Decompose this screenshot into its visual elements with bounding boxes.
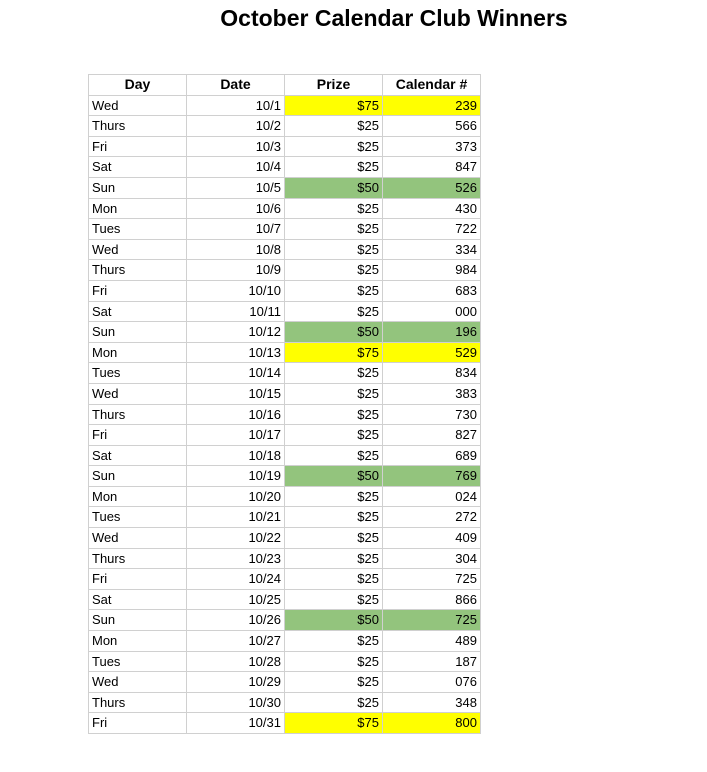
day-cell: Mon xyxy=(89,631,187,652)
day-cell: Wed xyxy=(89,383,187,404)
prize-cell: $25 xyxy=(285,486,383,507)
prize-cell: $75 xyxy=(285,713,383,734)
date-cell: 10/6 xyxy=(187,198,285,219)
prize-cell: $75 xyxy=(285,342,383,363)
day-cell: Fri xyxy=(89,713,187,734)
calendar-number-cell: 730 xyxy=(383,404,481,425)
prize-cell: $25 xyxy=(285,651,383,672)
day-cell: Sat xyxy=(89,445,187,466)
date-cell: 10/14 xyxy=(187,363,285,384)
prize-cell: $25 xyxy=(285,404,383,425)
table-row xyxy=(89,322,481,343)
date-cell: 10/11 xyxy=(187,301,285,322)
date-cell: 10/1 xyxy=(187,95,285,116)
table-row xyxy=(89,692,481,713)
day-cell: Mon xyxy=(89,342,187,363)
date-cell: 10/18 xyxy=(187,445,285,466)
calendar-number-cell: 272 xyxy=(383,507,481,528)
table-row xyxy=(89,157,481,178)
calendar-number-cell: 866 xyxy=(383,589,481,610)
day-cell: Thurs xyxy=(89,116,187,137)
calendar-number-cell: 566 xyxy=(383,116,481,137)
prize-cell: $25 xyxy=(285,692,383,713)
day-cell: Mon xyxy=(89,486,187,507)
prize-cell: $50 xyxy=(285,610,383,631)
table-row xyxy=(89,672,481,693)
date-cell: 10/15 xyxy=(187,383,285,404)
prize-cell: $25 xyxy=(285,445,383,466)
day-cell: Mon xyxy=(89,198,187,219)
date-cell: 10/30 xyxy=(187,692,285,713)
prize-cell: $25 xyxy=(285,528,383,549)
date-cell: 10/8 xyxy=(187,239,285,260)
prize-cell: $25 xyxy=(285,425,383,446)
calendar-number-cell: 348 xyxy=(383,692,481,713)
day-cell: Fri xyxy=(89,136,187,157)
prize-cell: $75 xyxy=(285,95,383,116)
date-cell: 10/26 xyxy=(187,610,285,631)
calendar-number-cell: 409 xyxy=(383,528,481,549)
day-cell: Tues xyxy=(89,363,187,384)
prize-cell: $25 xyxy=(285,239,383,260)
date-cell: 10/25 xyxy=(187,589,285,610)
page-title: October Calendar Club Winners xyxy=(220,5,568,31)
table-row xyxy=(89,95,481,116)
day-cell: Thurs xyxy=(89,260,187,281)
calendar-number-cell: 984 xyxy=(383,260,481,281)
date-cell: 10/22 xyxy=(187,528,285,549)
header-row xyxy=(89,75,481,96)
date-cell: 10/9 xyxy=(187,260,285,281)
calendar-number-cell: 725 xyxy=(383,610,481,631)
table-row xyxy=(89,651,481,672)
prize-cell: $25 xyxy=(285,260,383,281)
prize-cell: $25 xyxy=(285,672,383,693)
prize-cell: $25 xyxy=(285,363,383,384)
table-row xyxy=(89,569,481,590)
prize-cell: $25 xyxy=(285,136,383,157)
table-row xyxy=(89,363,481,384)
date-cell: 10/19 xyxy=(187,466,285,487)
calendar-number-cell: 834 xyxy=(383,363,481,384)
table-row xyxy=(89,445,481,466)
date-cell: 10/5 xyxy=(187,177,285,198)
table-row xyxy=(89,342,481,363)
day-cell: Sun xyxy=(89,610,187,631)
date-cell: 10/29 xyxy=(187,672,285,693)
calendar-number-cell: 304 xyxy=(383,548,481,569)
prize-cell: $25 xyxy=(285,198,383,219)
table-row xyxy=(89,239,481,260)
calendar-number-cell: 769 xyxy=(383,466,481,487)
day-cell: Wed xyxy=(89,95,187,116)
calendar-number-cell: 239 xyxy=(383,95,481,116)
day-cell: Tues xyxy=(89,507,187,528)
day-cell: Thurs xyxy=(89,404,187,425)
table-row xyxy=(89,528,481,549)
date-cell: 10/7 xyxy=(187,219,285,240)
prize-cell: $25 xyxy=(285,631,383,652)
date-cell: 10/28 xyxy=(187,651,285,672)
prize-cell: $25 xyxy=(285,589,383,610)
table-row xyxy=(89,116,481,137)
table-row xyxy=(89,404,481,425)
table-row xyxy=(89,280,481,301)
table-row xyxy=(89,425,481,446)
prize-cell: $25 xyxy=(285,280,383,301)
calendar-number-cell: 196 xyxy=(383,322,481,343)
prize-cell: $25 xyxy=(285,569,383,590)
calendar-number-cell: 847 xyxy=(383,157,481,178)
winners-table xyxy=(88,74,481,734)
day-cell: Sat xyxy=(89,301,187,322)
prize-cell: $25 xyxy=(285,157,383,178)
day-cell: Thurs xyxy=(89,692,187,713)
prize-cell: $50 xyxy=(285,177,383,198)
table-row xyxy=(89,219,481,240)
calendar-number-cell: 725 xyxy=(383,569,481,590)
date-cell: 10/24 xyxy=(187,569,285,590)
calendar-number-cell: 489 xyxy=(383,631,481,652)
table-row xyxy=(89,548,481,569)
table-row xyxy=(89,301,481,322)
date-cell: 10/20 xyxy=(187,486,285,507)
date-cell: 10/13 xyxy=(187,342,285,363)
column-header-calendar-number: Calendar # xyxy=(383,75,481,96)
prize-cell: $50 xyxy=(285,322,383,343)
table-row xyxy=(89,466,481,487)
column-header-day: Day xyxy=(89,75,187,96)
date-cell: 10/4 xyxy=(187,157,285,178)
date-cell: 10/31 xyxy=(187,713,285,734)
calendar-number-cell: 722 xyxy=(383,219,481,240)
column-header-prize: Prize xyxy=(285,75,383,96)
prize-cell: $25 xyxy=(285,301,383,322)
day-cell: Wed xyxy=(89,239,187,260)
column-header-date: Date xyxy=(187,75,285,96)
prize-cell: $50 xyxy=(285,466,383,487)
date-cell: 10/17 xyxy=(187,425,285,446)
date-cell: 10/16 xyxy=(187,404,285,425)
calendar-number-cell: 529 xyxy=(383,342,481,363)
table-row xyxy=(89,507,481,528)
day-cell: Sun xyxy=(89,466,187,487)
calendar-number-cell: 689 xyxy=(383,445,481,466)
table-row xyxy=(89,136,481,157)
date-cell: 10/27 xyxy=(187,631,285,652)
table-row xyxy=(89,486,481,507)
calendar-number-cell: 000 xyxy=(383,301,481,322)
date-cell: 10/2 xyxy=(187,116,285,137)
day-cell: Fri xyxy=(89,425,187,446)
table-row xyxy=(89,610,481,631)
calendar-number-cell: 076 xyxy=(383,672,481,693)
calendar-number-cell: 373 xyxy=(383,136,481,157)
table-row xyxy=(89,260,481,281)
calendar-number-cell: 683 xyxy=(383,280,481,301)
table-row xyxy=(89,177,481,198)
table-row xyxy=(89,631,481,652)
table-row xyxy=(89,713,481,734)
calendar-number-cell: 526 xyxy=(383,177,481,198)
table-row xyxy=(89,589,481,610)
calendar-number-cell: 800 xyxy=(383,713,481,734)
date-cell: 10/21 xyxy=(187,507,285,528)
day-cell: Tues xyxy=(89,219,187,240)
day-cell: Sun xyxy=(89,322,187,343)
prize-cell: $25 xyxy=(285,219,383,240)
prize-cell: $25 xyxy=(285,116,383,137)
date-cell: 10/3 xyxy=(187,136,285,157)
day-cell: Wed xyxy=(89,528,187,549)
day-cell: Fri xyxy=(89,569,187,590)
day-cell: Wed xyxy=(89,672,187,693)
table-row xyxy=(89,198,481,219)
day-cell: Tues xyxy=(89,651,187,672)
date-cell: 10/23 xyxy=(187,548,285,569)
calendar-number-cell: 334 xyxy=(383,239,481,260)
day-cell: Sat xyxy=(89,157,187,178)
calendar-number-cell: 827 xyxy=(383,425,481,446)
day-cell: Sun xyxy=(89,177,187,198)
calendar-number-cell: 430 xyxy=(383,198,481,219)
calendar-number-cell: 383 xyxy=(383,383,481,404)
calendar-number-cell: 024 xyxy=(383,486,481,507)
day-cell: Fri xyxy=(89,280,187,301)
table-row xyxy=(89,383,481,404)
date-cell: 10/12 xyxy=(187,322,285,343)
table-body xyxy=(89,95,481,733)
prize-cell: $25 xyxy=(285,507,383,528)
date-cell: 10/10 xyxy=(187,280,285,301)
prize-cell: $25 xyxy=(285,548,383,569)
day-cell: Sat xyxy=(89,589,187,610)
day-cell: Thurs xyxy=(89,548,187,569)
prize-cell: $25 xyxy=(285,383,383,404)
calendar-number-cell: 187 xyxy=(383,651,481,672)
